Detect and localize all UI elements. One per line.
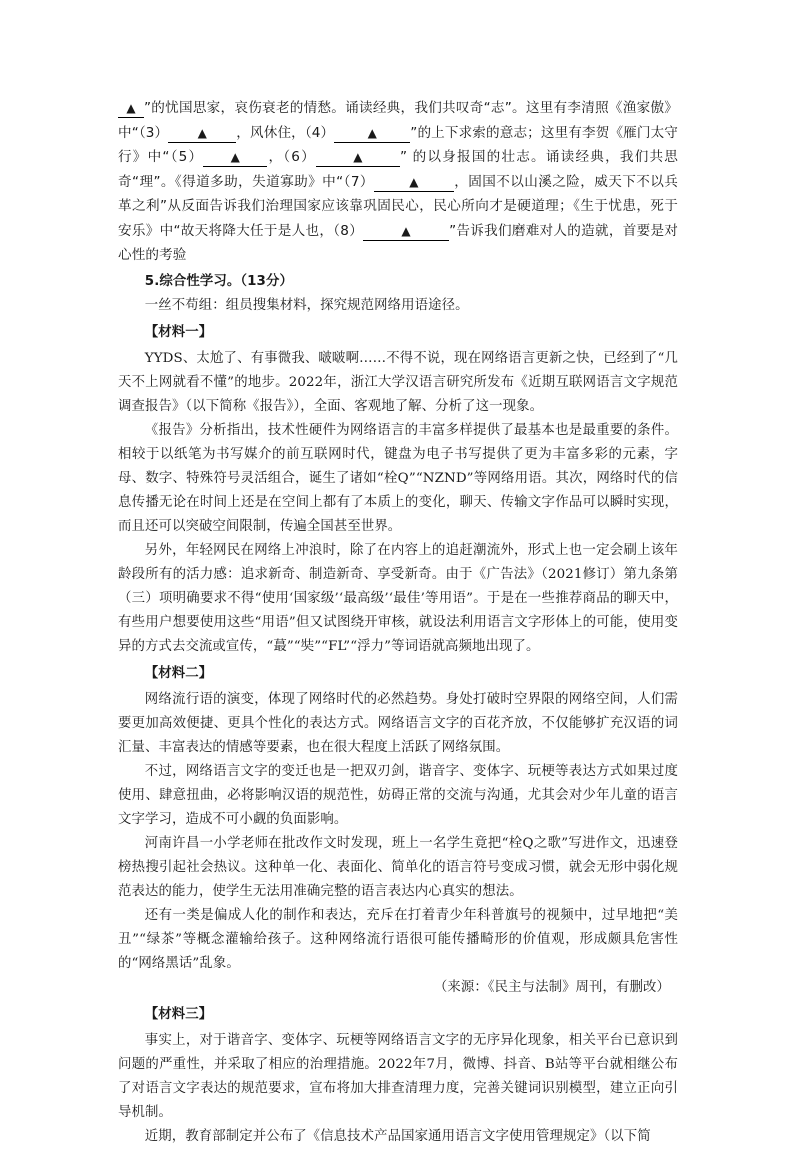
material-2-heading: 【材料二】 — [144, 665, 213, 681]
material-1-heading: 【材料一】 — [144, 324, 213, 340]
answer-blank-6[interactable] — [316, 149, 400, 167]
material-2-source: （来源：《民主与法制》周刊，有删改） — [433, 979, 670, 995]
question-5-title: 5.综合性学习。（13分） — [144, 273, 293, 289]
material-3-heading: 【材料三】 — [144, 1006, 213, 1022]
material-1-para-3: 另外，年轻网民在网络上冲浪时，除了在内容上的追赶潮流外，形式上也一定会刷上该年龄段所有的活力感：追求新奇、制造新奇、享受新奇。由于《广告法》（2021修订）第九条第（三）项明确要求不得“使用‘国家级’‘最高级’‘最佳’等用语”。于是在一些推荐商品的聊天中，有些用户想要使用这些“用语”但又试图绕开审核，就设法利用语言文字形体上的可能，使用变异的方式去交流或宣传，“蕞”“奘”“FL”“浮力”等词语就高频地出现了。 — [118, 542, 678, 654]
answer-blank-5[interactable] — [203, 149, 267, 167]
material-3-para-2: 近期，教育部制定并公布了《信息技术产品国家通用语言文字使用管理规定》（以下简 — [144, 1128, 651, 1144]
material-3-para-1: 事实上，对于谐音字、变体字、玩梗等网络语言文字的无序异化现象，相关平台已意识到问题的严重性，并采取了相应的治理措施。2022年7月，微博、抖音、B站等平台就相继公布了对语言文字表达的规范要求，宣布将加大排查清理力度，完善关键词识别模型，建立正向引导机制。 — [118, 1032, 678, 1120]
material-2-para-3: 河南许昌一小学老师在批改作文时发现，班上一名学生竟把“栓Q之歌”写进作文，迅速登榜热搜引起社会热议。这种单一化、表面化、简单化的语言符号变成习惯，就会无形中弱化规范表达的能力，使学生无法用准确完整的语言表达内心真实的想法。 — [118, 835, 678, 899]
triangle-icon: ▲ — [353, 150, 363, 164]
material-2-para-4: 还有一类是偏成人化的制作和表达，充斥在打着青少年科普旗号的视频中，过早地把“美丑”“绿茶”等概念灌输给孩子。这种网络流行语很可能传播畸形的价值观，形成颇具危害性的“网络黑话”乱象。 — [118, 907, 678, 971]
triangle-icon: ▲ — [197, 125, 207, 140]
triangle-icon: ▲ — [230, 150, 241, 164]
triangle-icon: ▲ — [126, 101, 136, 115]
material-2-para-2: 不过，网络语言文字的变迁也是一把双刃剑，谐音字、变体字、玩梗等表达方式如果过度使用、肆意扭曲，必将影响汉语的规范性，妨碍正常的交流与沟通，尤其会对少年儿童的语言文字学习，造成不可小觑的负面影响。 — [118, 763, 678, 827]
exam-page — [118, 96, 678, 1149]
fill-in-section — [118, 96, 678, 268]
material-1-para-2: 《报告》分析指出，技术性硬件为网络语言的丰富多样提供了最基本也是最重要的条件。相较于以纸笔为书写媒介的前互联网时代，键盘为电子书写提供了更为丰富多彩的元素，字母、数字、特殊符号灵活组合，诞生了诸如“栓Q”“NZND”等网络用语。其次，网络时代的信息传播无论在时间上还是在空间上都有了本质上的变化，聊天、传输文字作品可以瞬时实现，而且还可以突破空间限制，传遍全国甚至世界。 — [118, 422, 678, 534]
material-2-para-1: 网络流行语的演变，体现了网络时代的必然趋势。身处打破时空界限的网络空间，人们需要更加高效便捷、更具个性化的表达方式。网络语言文字的百花齐放，不仅能够扩充汉语的词汇量、丰富表达的情感等要素，也在很大程度上活跃了网络氛围。 — [118, 691, 678, 755]
answer-blank-4[interactable] — [334, 125, 410, 143]
triangle-icon: ▲ — [367, 125, 377, 140]
triangle-icon: ▲ — [409, 174, 419, 189]
answer-blank-7[interactable] — [374, 174, 454, 192]
group-intro: 一丝不苟组：组员搜集材料，探究规范网络用语途径。 — [144, 297, 469, 313]
answer-blank-3[interactable] — [168, 125, 236, 143]
answer-blank-8[interactable] — [363, 223, 449, 241]
material-1-para-1: YYDS、太尬了、有事微我、啵啵啊……不得不说，现在网络语言更新之快，已经到了“几天不上网就看不懂”的地步。2022年，浙江大学汉语言研究所发布《近期互联网语言文字规范调查报告》（以下简称《报告》），全面、客观地了解、分析了这一现象。 — [118, 350, 678, 414]
triangle-icon: ▲ — [401, 223, 411, 238]
answer-blank-2[interactable] — [118, 100, 144, 118]
fill-in-paragraph: ▲ ”的忧国思家，哀伤衰老的情愁。诵读经典，我们共叹奇“志”。这里有李清照《渔家傲》中“（3） ▲ ，风休住，（4） ▲ ”的上下求索的意志；这里有李贺《雁门太守行》中“（5） ▲ ，（6） ▲ ” 的以身报国的壮志。诵读经典，我们共思奇“理”。《得道多助，失道寡助》中“（7） ▲ ，固国不以山溪之险，威天下不以兵革之利”从反面告诉我们治理国家应该靠巩固民心，民心所向才是硬道理；《生于忧患，死于安乐》中“故天将降大任于是人也，（8） ▲ ”告诉我们磨难对人的造就，首要是对心性的考验 — [118, 100, 678, 263]
